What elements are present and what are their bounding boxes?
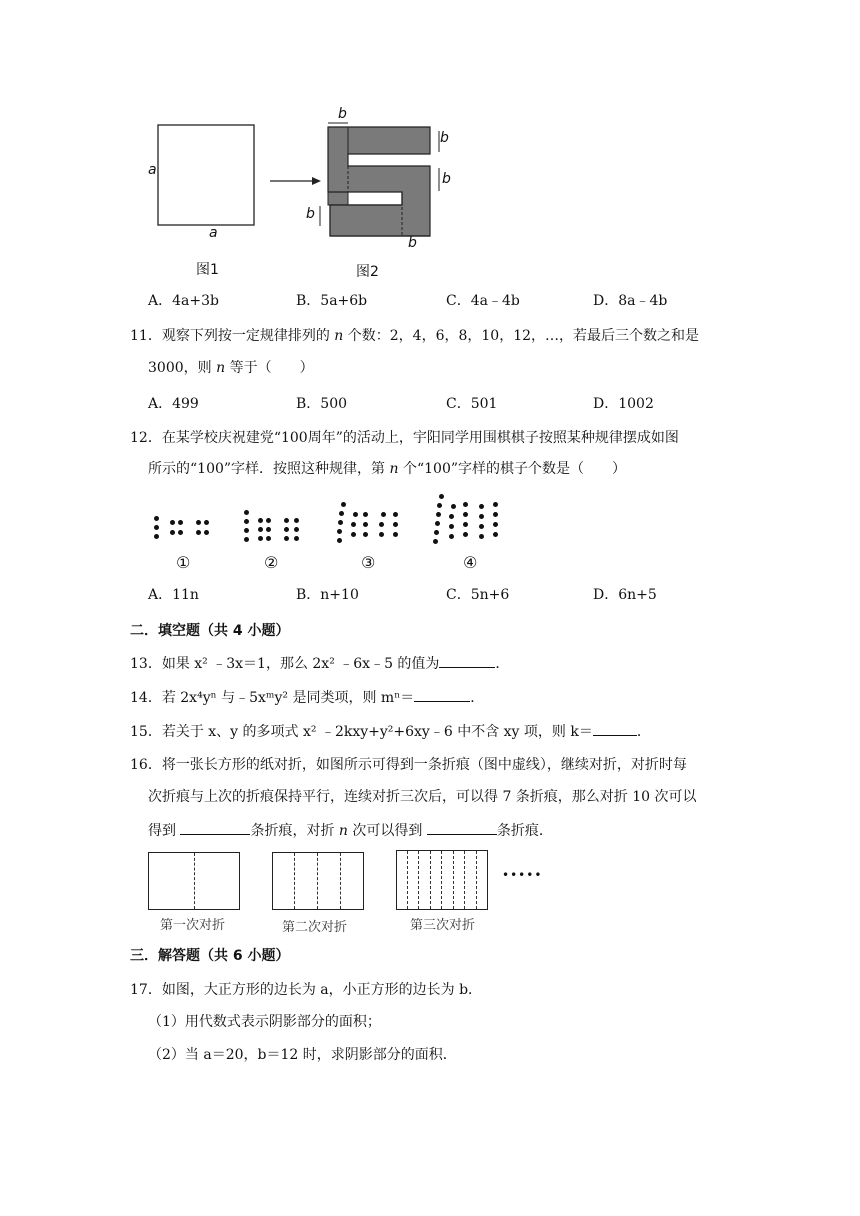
q14-answer-blank[interactable] xyxy=(414,687,470,702)
q12-pattern-3 xyxy=(337,502,403,550)
q12-option-b: B．n+10 xyxy=(296,587,359,603)
q15-line: 15．若关于 x、y 的多项式 x² ﹣2kxy+y²+6xy﹣6 中不含 xy 项，则 k＝ ． xyxy=(130,721,651,742)
fig2-b-label-left: b xyxy=(306,206,315,222)
q17-line1: 17．如图，大正方形的边长为 a，小正方形的边长为 b． xyxy=(130,982,483,998)
q12-pattern-2 xyxy=(244,510,306,548)
q10-option-d: D．8a﹣4b xyxy=(593,293,668,309)
fig1-square xyxy=(158,125,254,225)
q12-figure-label-3: ③ xyxy=(361,553,376,572)
fig2-b-label-top: b xyxy=(338,106,347,122)
q12-pattern-1 xyxy=(154,516,214,542)
q13-answer-blank[interactable] xyxy=(439,653,495,668)
q11-line2: 3000，则 n 等于（ ） xyxy=(148,360,314,376)
q16-line1: 16．将一张长方形的纸对折，如图所示可得到一条折痕（图中虚线），继续对折，对折时每 xyxy=(130,757,687,773)
q11-option-d: D．1002 xyxy=(593,396,654,412)
q12-option-d: D．6n+5 xyxy=(593,587,657,603)
q17-part1: （1）用代数式表示阴影部分的面积； xyxy=(148,1014,381,1030)
fold-caption-3: 第三次对折 xyxy=(410,918,476,933)
q12-line2: 所示的“100”字样．按照这种规律，第 n 个“100”字样的棋子个数是（ ） xyxy=(148,461,627,477)
fig2-b-label-right1: b xyxy=(440,130,449,146)
fold-caption-2: 第二次对折 xyxy=(282,920,348,935)
q11-option-b: B．500 xyxy=(296,396,348,412)
q12-pattern-4 xyxy=(433,494,503,552)
q16-line3: 得到 条折痕，对折 n 次可以得到 条折痕． xyxy=(148,820,553,841)
fig2-b-label-bottom: b xyxy=(408,235,417,251)
arrow-icon xyxy=(312,177,321,185)
fig1-caption: 图1 xyxy=(196,262,219,278)
q12-option-a: A．11n xyxy=(148,587,199,603)
section3-title: 三．解答题（共 6 小题） xyxy=(130,948,290,964)
fig1-bottom-label: a xyxy=(209,225,218,241)
q12-figure-label-2: ② xyxy=(264,553,279,572)
q16-answer-blank-1[interactable] xyxy=(180,820,250,835)
q10-option-b: B．5a+6b xyxy=(296,293,368,309)
q10-figure xyxy=(140,105,480,285)
fold-caption-1: 第一次对折 xyxy=(160,918,226,933)
q10-option-a: A．4a+3b xyxy=(148,293,219,309)
fold-figure-2 xyxy=(272,852,364,910)
q11-option-c: C．501 xyxy=(446,396,498,412)
q12-option-c: C．5n+6 xyxy=(446,587,510,603)
section2-title: 二．填空题（共 4 小题） xyxy=(130,623,290,639)
fold-figure-3 xyxy=(396,850,488,910)
q17-part2: （2）当 a＝20，b＝12 时，求阴影部分的面积． xyxy=(148,1047,457,1063)
q14-line: 14．若 2x⁴yⁿ 与﹣5xᵐy² 是同类项，则 mⁿ＝ ． xyxy=(130,687,484,708)
q12-figure-label-1: ① xyxy=(176,553,191,572)
q11-option-a: A．499 xyxy=(148,396,199,412)
q16-line2: 次折痕与上次的折痕保持平行，连续对折三次后，可以得 7 条折痕，那么对折 10 次可以 xyxy=(148,789,697,805)
fig2-caption: 图2 xyxy=(356,264,379,280)
fold-figure-1 xyxy=(148,852,240,910)
fig1-side-label: a xyxy=(148,162,157,178)
q13-line: 13．如果 x² ﹣3x＝1，那么 2x² ﹣6x﹣5 的值为 ． xyxy=(130,653,509,674)
fold-ellipsis: ••••• xyxy=(502,868,543,882)
q16-answer-blank-2[interactable] xyxy=(427,820,497,835)
q12-line1: 12．在某学校庆祝建党“100周年”的活动上，宇阳同学用围棋棋子按照某种规律摆成如图 xyxy=(130,430,679,446)
q15-answer-blank[interactable] xyxy=(593,721,637,736)
q12-figure-label-4: ④ xyxy=(463,553,478,572)
q11-line1: 11．观察下列按一定规律排列的 n 个数：2，4，6，8，10，12，…，若最后三个数之和是 xyxy=(130,328,700,344)
fig2-b-label-right2: b xyxy=(442,171,451,187)
q10-option-c: C．4a﹣4b xyxy=(446,293,520,309)
